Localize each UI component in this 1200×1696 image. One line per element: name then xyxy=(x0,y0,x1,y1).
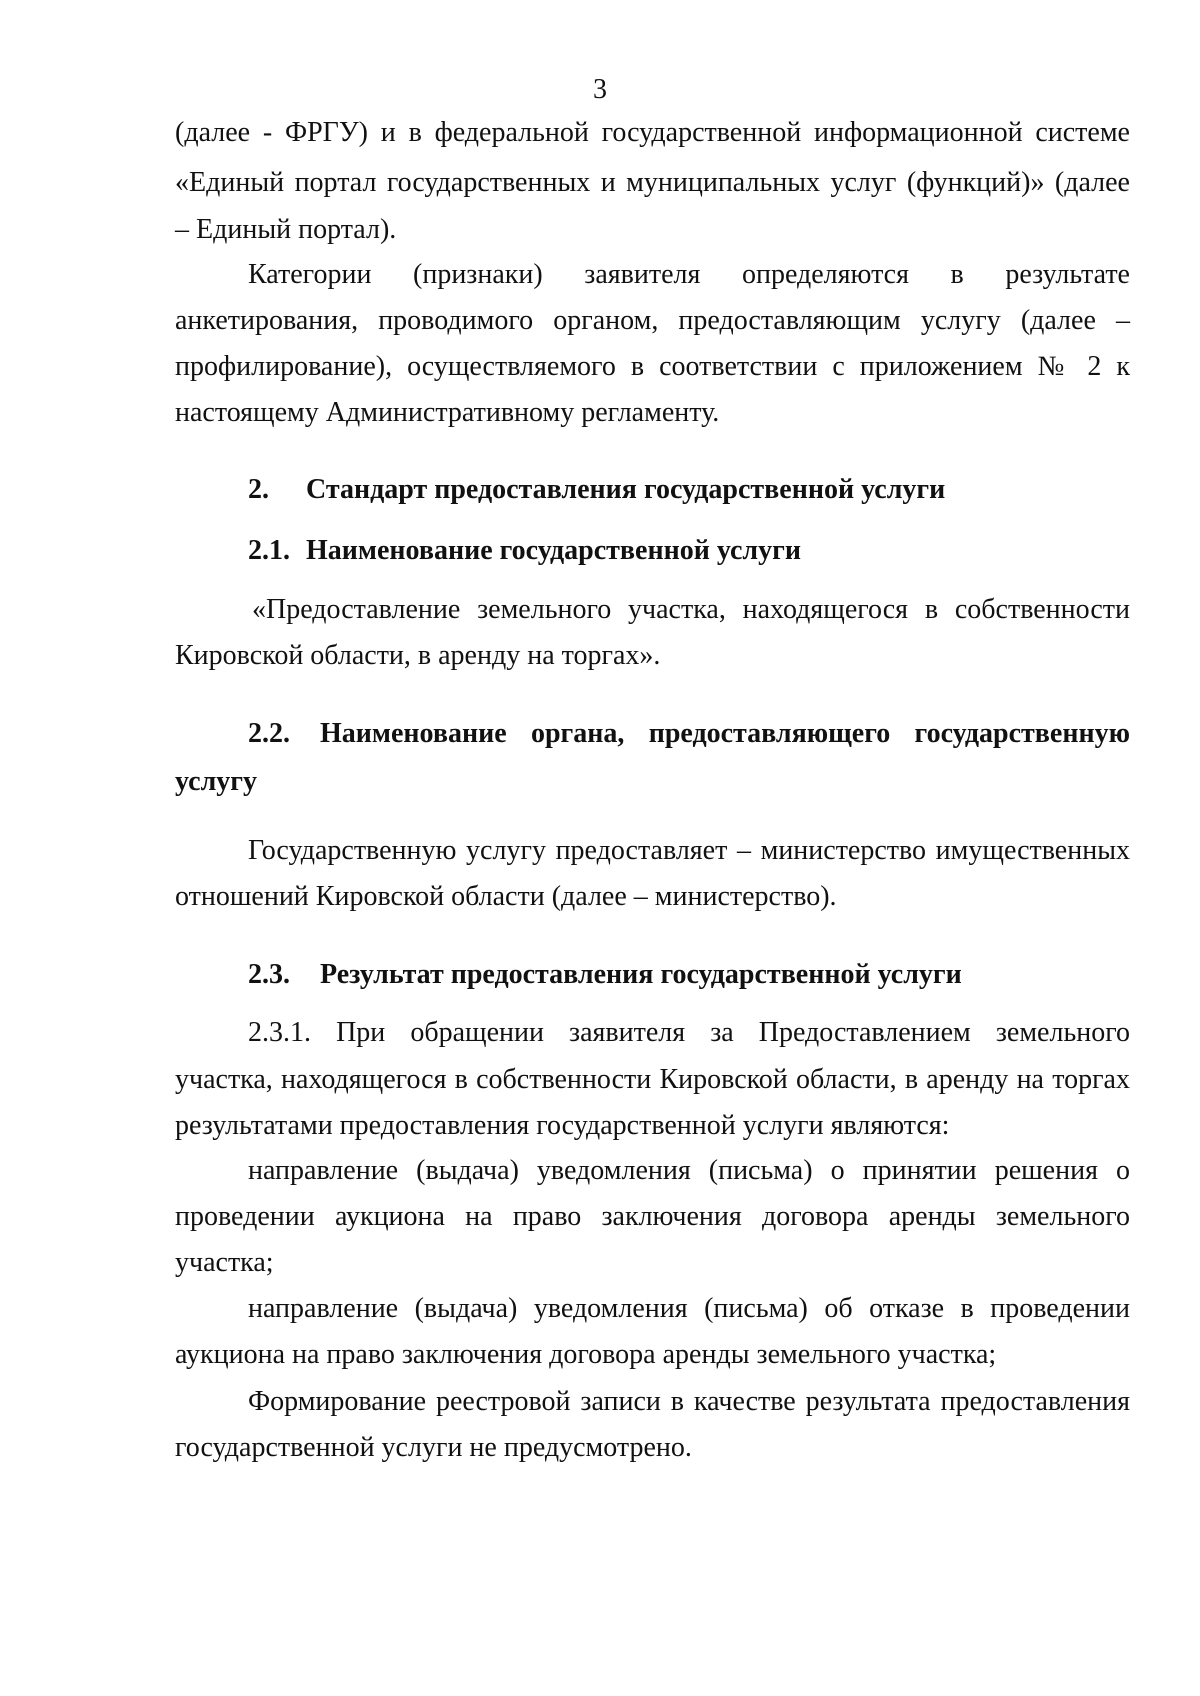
section-heading-continuation: услугу xyxy=(175,766,257,797)
section-heading xyxy=(248,533,801,569)
section-title: Стандарт предоставления государственной услуги xyxy=(306,474,946,505)
section-heading xyxy=(248,957,962,993)
section-heading xyxy=(248,716,1130,752)
section-heading xyxy=(248,472,945,508)
paragraph-line: профилирование), осуществляемого в соответствии с приложением № 2 к xyxy=(175,351,1130,382)
paragraph-line: государственной услуги не предусмотрено. xyxy=(175,1432,692,1463)
section-number: 2.1. xyxy=(248,535,290,566)
paragraph-line: Кировской области, в аренду на торгах». xyxy=(175,640,661,671)
paragraph-line: отношений Кировской области (далее – министерство). xyxy=(175,881,837,912)
section-number: 2.2. xyxy=(248,718,290,749)
section-number: 2. xyxy=(248,474,269,505)
paragraph-line: направление (выдача) уведомления (письма) об отказе в проведении xyxy=(248,1293,1130,1324)
page-number: 3 xyxy=(593,74,607,105)
paragraph-line: аукциона на право заключения договора аренды земельного участка; xyxy=(175,1339,997,1370)
section-number: 2.3. xyxy=(248,959,290,990)
paragraph-line: результатами предоставления государственной услуги являются: xyxy=(175,1110,950,1141)
section-title: Наименование органа, предоставляющего государственную xyxy=(320,718,1130,749)
paragraph-line: направление (выдача) уведомления (письма) о принятии решения о xyxy=(248,1155,1130,1186)
paragraph-line: проведении аукциона на право заключения договора аренды земельного xyxy=(175,1201,1130,1232)
paragraph-line: участка; xyxy=(175,1247,274,1278)
paragraph-line: участка, находящегося в собственности Кировской области, в аренду на торгах xyxy=(175,1064,1130,1095)
paragraph-line: Формирование реестровой записи в качестве результата предоставления xyxy=(248,1386,1130,1417)
paragraph-line: Государственную услугу предоставляет – министерство имущественных xyxy=(248,835,1130,866)
paragraph-line: «Предоставление земельного участка, находящегося в собственности xyxy=(252,594,1130,625)
paragraph-line: – Единый портал). xyxy=(175,214,397,245)
paragraph-line: «Единый портал государственных и муниципальных услуг (функций)» (далее xyxy=(175,167,1130,198)
paragraph-line: анкетирования, проводимого органом, предоставляющим услугу (далее – xyxy=(175,305,1130,336)
paragraph-line: (далее - ФРГУ) и в федеральной государственной информационной системе xyxy=(175,117,1130,148)
paragraph-line: настоящему Административному регламенту. xyxy=(175,397,720,428)
section-title: Наименование государственной услуги xyxy=(306,535,801,566)
paragraph-line: 2.3.1. При обращении заявителя за Предоставлением земельного xyxy=(248,1017,1130,1048)
section-title: Результат предоставления государственной услуги xyxy=(320,959,962,990)
paragraph-line: Категории (признаки) заявителя определяются в результате xyxy=(248,259,1130,290)
